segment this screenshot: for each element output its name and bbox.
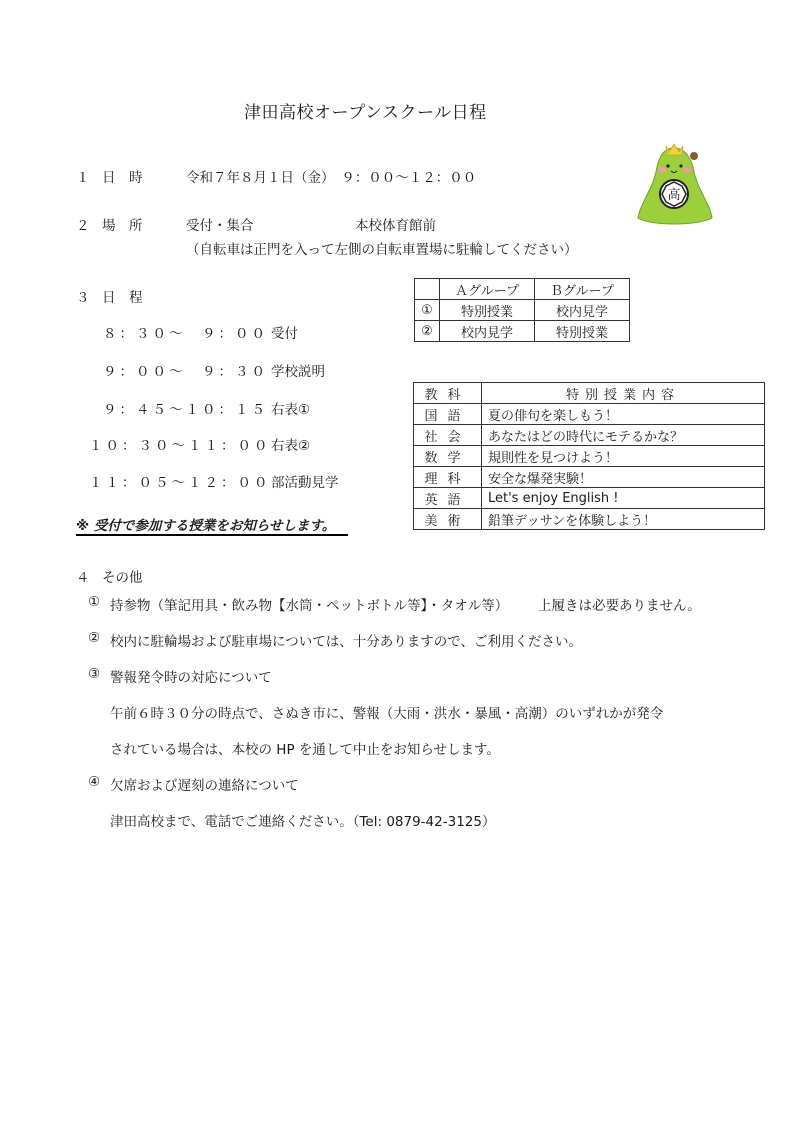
contact-text: 津田高校まで、電話でご連絡ください。（Tel: 0879-42-3125） [110,814,496,830]
item-marker: ① [88,594,101,610]
table-cell: 規則性を見つけよう！ [482,446,765,467]
table-header: 特別授業内容 [482,383,765,404]
table-cell: 社会 [414,425,482,446]
reception-note: ※ 受付で参加する授業をお知らせします。 [76,518,336,534]
table-row [415,279,630,300]
schedule-time: ８：３０～ ９：００ [103,326,268,342]
section1-number: １ [76,170,90,186]
schedule-time: ９：００～ ９：３０ [103,364,268,380]
table-cell: ① [415,300,440,321]
section4-label: その他 [102,570,143,586]
table-cell: 国語 [414,404,482,425]
bicycle-note: （自転車は正門を入って左側の自転車置場に駐輪してください） [186,242,578,258]
page-title: 津田高校オープンスクール日程 [244,103,487,123]
schedule-event: 右表① [271,402,311,418]
table-cell: あなたはどの時代にモテるかな？ [482,425,765,446]
table-cell: 特別授業 [535,321,630,342]
table-cell: 校内見学 [440,321,535,342]
table-row [414,404,765,425]
mascot-emblem: 高 [667,188,681,203]
schedule-event: 部活動見学 [271,475,339,491]
schedule-time: １１：０５～１２：００ [89,475,271,491]
table-cell: 数学 [414,446,482,467]
table-row [414,383,765,404]
warning-body-line: 午前６時３０分の時点で、さぬき市に、警報（大雨・洪水・暴風・高潮）のいずれかが発令 [110,706,664,722]
table-cell: 理科 [414,467,482,488]
school-mascot-icon [632,142,717,228]
table-row [414,425,765,446]
table-row [414,467,765,488]
section3-label: 日 程 [102,290,143,306]
schedule-event: 右表② [271,438,311,454]
table-row [414,509,765,530]
table-header: Ｂグループ [535,279,630,300]
item-marker: ③ [88,666,101,682]
schedule-event: 学校説明 [271,364,325,380]
parking-text: 校内に駐輪場および駐車場については、十分ありますので、ご利用ください。 [110,634,582,650]
table-row [414,446,765,467]
warning-heading: 警報発令時の対応について [110,670,272,686]
table-header: Ａグループ [440,279,535,300]
table-cell [415,279,440,300]
table-cell: 校内見学 [535,300,630,321]
reception-label: 受付・集合 [186,218,254,234]
absence-heading: 欠席および遅刻の連絡について [110,778,299,794]
group-table [414,278,630,342]
table-cell: 夏の俳句を楽しもう！ [482,404,765,425]
table-row [415,321,630,342]
datetime-value: 令和７年８月１日（金） ９：００～１２：００ [186,170,477,186]
section4-number: ４ [76,570,90,586]
table-cell: 鉛筆デッサンを体験しよう！ [482,509,765,530]
item-marker: ② [88,630,101,646]
section2-number: ２ [76,218,90,234]
table-cell: ② [415,321,440,342]
subject-table [413,382,765,530]
section2-label: 場 所 [102,218,143,234]
schedule-time: １０：３０～１１：００ [89,438,271,454]
warning-body-line: されている場合は、本校の HP を通して中止をお知らせします。 [110,742,500,758]
section3-number: ３ [76,290,90,306]
note-underline [76,534,348,536]
table-cell: Let's enjoy English ! [482,488,765,509]
belongings-text: 持参物（筆記用具・飲み物【水筒・ペットボトル等】・タオル等） [110,598,509,614]
table-row [415,300,630,321]
table-cell: 安全な爆発実験！ [482,467,765,488]
table-cell: 特別授業 [440,300,535,321]
schedule-event: 受付 [271,326,298,342]
table-row [414,488,765,509]
table-header: 教科 [414,383,482,404]
schedule-time: ９：４５～１０：１５ [103,402,268,418]
item-marker: ④ [88,774,101,790]
indoor-shoes-note: 上履きは必要ありません。 [538,598,701,614]
venue-value: 本校体育館前 [355,218,436,234]
table-cell: 英語 [414,488,482,509]
table-cell: 美術 [414,509,482,530]
section1-label: 日 時 [102,170,143,186]
